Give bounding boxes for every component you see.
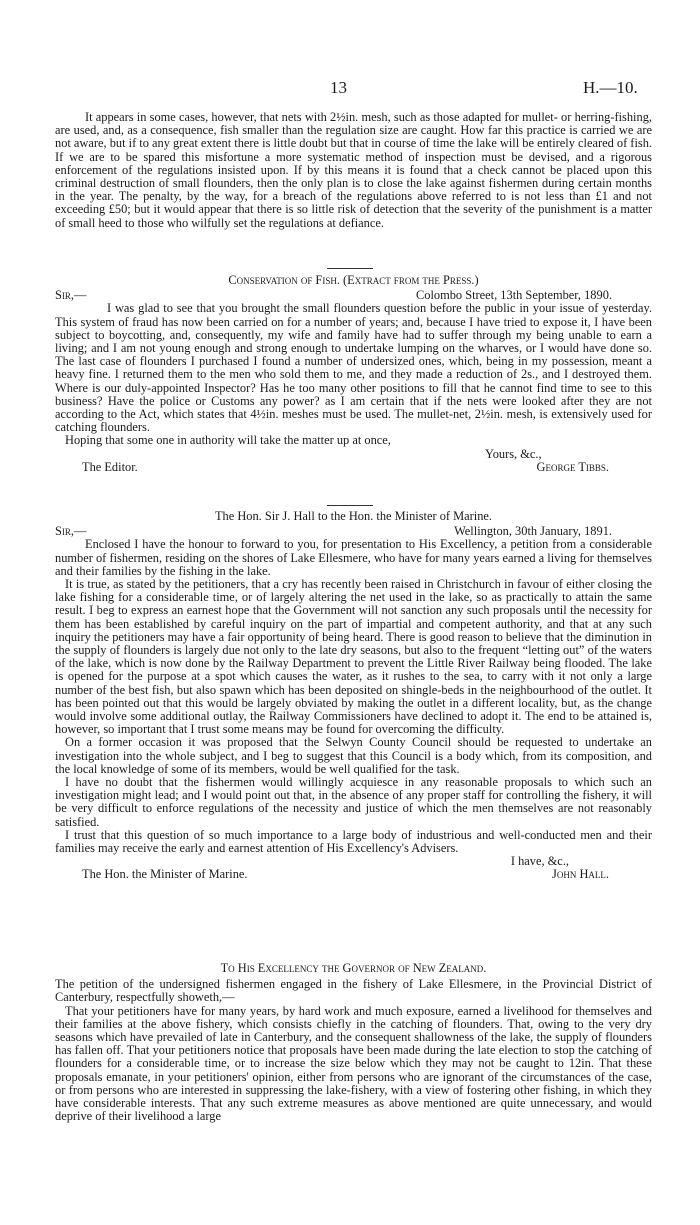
page-header: [0, 78, 700, 98]
letter-heading: The Hon. Sir J. Hall to the Hon. the Minister of Marine.: [214, 509, 493, 523]
petition-heading: To His Excellency the Governor of New Zealand.: [220, 961, 487, 975]
signature: George Tibbs.: [536, 459, 609, 474]
petition-body: That your petitioners have for many years, by hard work and much exposure, earned a livelihood for themselves and their families at the above fishery, which consists chiefly in the catching of flounders. That, owing to the very dry seasons which have prevailed of late in Canterbury, and the consequent shallowness of the lake, the supply of flounders has fallen off. That your petitioners notice that proposals have been made during the late election to stop the catching of flounders for a considerable time, or to increase the size below which they may not be caught to 12in. That these proposals emanate, in your petitioners' opinion, either from persons who are ignorant of the circumstances of the case, or from persons who are interested in suppressing the lake-fishery, with a view of fostering other fishing, in which they have considerable interests. That any such extreme measures as above mentioned are quite unnecessary, and would deprive of their livelihood a large: [55, 1003, 652, 1124]
divider: [327, 268, 373, 269]
petition-intro: The petition of the undersigned fishermen engaged in the fishery of Lake Ellesmere, in the Provincial District of Canterbury, respectfully showeth,—: [55, 977, 652, 1005]
letter-closing: Hoping that some one in authority will take the matter up at once,: [65, 433, 391, 448]
yours: Yours, &c.,: [485, 446, 542, 461]
letter-paragraph: It is true, as stated by the petitioners, that a cry has recently been raised in Christchurch in favour of either closing the lake fishing for a considerable time, or of largely altering the net used in the lake, so as practically to attain the same result. I beg to express an earnest hope that the Government will not sanction any such proposals until the necessity for them has been established by careful inquiry on the part of impartial and competent authority, and that at any such inquiry the petitioners may have a fair opportunity of being heard. There is good reason to believe that the diminution in the supply of flounders is largely due not only to the late dry seasons, but also to the frequent “letting out” of the waters of the lake, which is now done by the Railway Department to prevent the Little River Railway being flooded. The lake is opened for the purpose at a spot which causes the water, as it rushes to the sea, to carry with it not only a large number of the best fish, but also spawn which has been deposited on shingle-beds in the neighbourhood of the outlet. It has been pointed out that this would be largely obviated by making the outlet in a different locality, but, as the change would involve some additional outlay, the Railway Commissioners have declined to adopt it. The end to be attained is, however, so important that I trust some means may be found for overcoming the difficulty.: [55, 577, 652, 737]
letter-hall: [55, 510, 652, 882]
signature-row: [55, 461, 652, 474]
letter-body: I was glad to see that you brought the small flounders question before the public in your issue of yesterday. This system of fraud has now been carried on for a number of years; and, because I have tried to expose it, I have been subject to boycotting, and, consequently, my wife and family have had to suffer through my being unable to earn a living; and I am not young enough and strong enough to undertake lumping on the wharves, or I would have done so. The last case of flounders I purchased I found a number of undersized ones, which, being in my possession, meant a heavy fine. I returned them to the men who sold them to me, and they made a reduction of 2s., and I destroyed them. Where is our duly-appointed Inspector? Has he too many other positions to fill that he cannot find time to see to this business? Have the police or Customs any power? as I am certain that if the nets were looked after they are not according to the Act, which states that 4½in. meshes must be used. The mullet-net, 2½in. mesh, is extensively used for catching flounders.: [55, 301, 652, 435]
letter-heading: Conservation of Fish. (Extract from the Press.): [228, 273, 479, 287]
divider: [327, 505, 373, 506]
yours: I have, &c.,: [510, 854, 569, 869]
salutation: Sir,—: [55, 524, 87, 539]
signature-row: [55, 868, 652, 881]
page-number: 13: [330, 78, 347, 97]
opening-paragraph: [55, 111, 652, 230]
letter-paragraph: I trust that this question of so much importance to a large body of industrious and well-conducted men and their families may receive the early and earnest attention of His Excellency's Advisers.: [55, 827, 652, 856]
addressee: The Editor.: [82, 459, 138, 474]
signature: John Hall.: [552, 867, 609, 882]
letter-paragraph: Enclosed I have the honour to forward to you, for presentation to His Excellency, a petition from a considerable number of fishermen, residing on the shores of Lake Ellesmere, who have for many years earned a living for themselves and their families by the fishing in the lake.: [55, 537, 652, 578]
letter-paragraph: On a former occasion it was proposed that the Selwyn County Council should be requested to undertake an investigation into the whole subject, and I beg to suggest that this Council is a body which, from its composition, and the local knowledge of some of its members, would be well qualified for the task.: [55, 735, 652, 776]
dateline: Wellington, 30th January, 1891.: [454, 524, 612, 539]
document-reference: H.—10.: [583, 78, 638, 97]
letter-tibbs: [55, 274, 652, 474]
paragraph: It appears in some cases, however, that nets with 2½in. mesh, such as those adapted for mullet- or herring-fishing, are used, and, as a consequence, fish smaller than the regulation size are caught. How far this practice is carried we are not aware, but if to any great extent there is little doubt but that in course of time the lake will be entirely cleared of fish. If we are to be spared this misfortune a more systematic method of inspection must be devised, and a rigorous enforcement of the regulations insisted upon. If by this means it is found that a check cannot be placed upon this criminal destruction of small flounders, then the only plan is to close the lake against fishermen during certain months in the year. The penalty, by the way, for a breach of the regulations above referred to is not less than £1 and not exceeding £50; but it would appear that there is so little risk of detection that the severity of the punishment is a matter of small heed to those who wilfully set the regulations at defiance.: [55, 110, 652, 230]
letter-paragraph: I have no doubt that the fishermen would willingly acquiesce in any reasonable proposals to which such an investigation might lead; and I would point out that, in the absence of any proper staff for controlling the fishery, it will be very difficult to enforce regulations of the necessity and justice of which the men themselves are not reasonably satisfied.: [55, 775, 652, 829]
addressee: The Hon. the Minister of Marine.: [82, 867, 248, 882]
dateline: Colombo Street, 13th September, 1890.: [415, 288, 612, 303]
petition: [55, 962, 652, 1123]
salutation: Sir,—: [55, 288, 87, 303]
